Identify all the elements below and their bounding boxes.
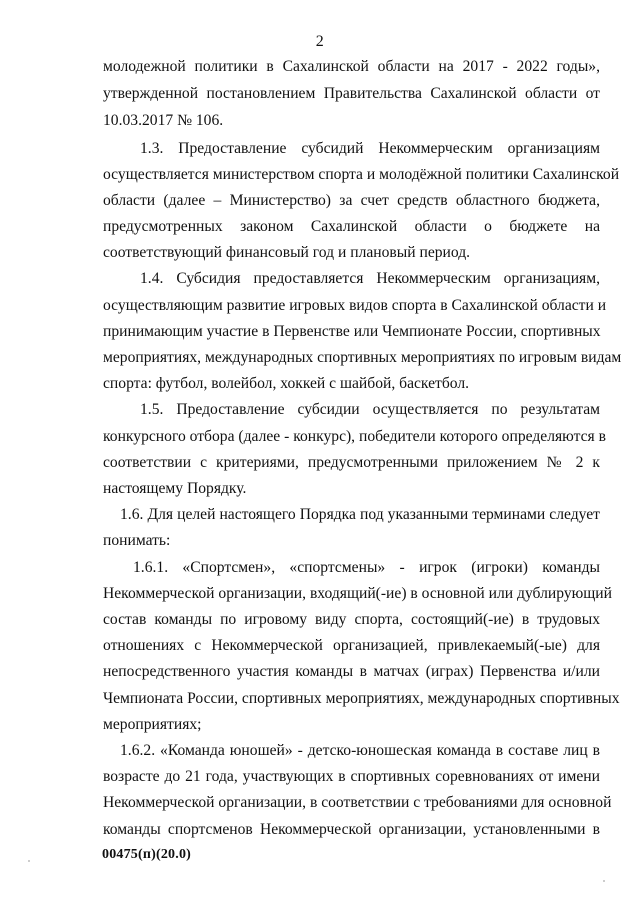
text-line: осуществляющим развитие игровых видов спорта в Сахалинской области и (103, 297, 607, 314)
text-line: команды спортсменов Некоммерческой организации, установленными в (103, 821, 600, 838)
text-line: Некоммерческой организации, входящий(-ие) в основной или дублирующий (103, 585, 612, 602)
text-line: Некоммерческой организации, в соответствии с требованиями для основной (103, 794, 612, 811)
text-line: 10.03.2017 № 106. (103, 112, 224, 129)
text-line: принимающим участие в Первенстве или Чемпионате России, спортивных (103, 323, 601, 340)
text-line: осуществляется министерством спорта и молодёжной политики Сахалинской (103, 166, 620, 183)
text-line: 1.5. Предоставление субсидии осуществляется по результатам (140, 401, 600, 418)
text-line: 1.6.2. «Команда юношей» - детско-юношеская команда в составе лиц в (120, 742, 600, 759)
text-line: конкурсного отбора (далее - конкурс), победители которого определяются в (103, 428, 606, 445)
document-code: 00475(п)(20.0) (102, 847, 192, 862)
text-line: соответствующий финансовый год и плановый период. (103, 244, 471, 261)
text-line: 1.3. Предоставление субсидий Некоммерческим организациям (140, 140, 600, 157)
text-line: 1.6.1. «Спортсмен», «спортсмены» - игрок (игроки) команды (133, 559, 600, 576)
text-line: спорта: футбол, волейбол, хоккей с шайбой, баскетбол. (103, 375, 470, 392)
text-line: состав команды по игровому виду спорта, состоящий(-ие) в трудовых (103, 611, 600, 628)
text-line: молодежной политики в Сахалинской области на 2017 - 2022 годы», (103, 58, 600, 75)
text-line: возрасте до 21 года, участвующих в спортивных соревнованиях от имени (103, 768, 600, 785)
text-line: Чемпионата России, спортивных мероприятиях, международных спортивных (103, 690, 620, 707)
scan-artifact (28, 860, 30, 862)
text-line: мероприятиях, международных спортивных мероприятиях по игровым видам (103, 349, 622, 366)
text-line: соответствии с критериями, предусмотренными приложением № 2 к (103, 454, 600, 471)
text-line: настоящему Порядку. (103, 480, 247, 497)
text-line: отношениях с Некоммерческой организацией, привлекаемый(-ые) для (103, 637, 600, 654)
text-line: непосредственного участия команды в матчах (играх) Первенства и/или (103, 663, 600, 680)
page-number: 2 (315, 33, 325, 50)
text-line: мероприятиях; (103, 716, 202, 733)
text-line: утвержденной постановлением Правительства Сахалинской области от (103, 85, 600, 102)
text-line: 1.4. Субсидия предоставляется Некоммерческим организациям, (140, 270, 600, 287)
text-line: области (далее – Министерство) за счет средств областного бюджета, (103, 192, 600, 209)
text-line: 1.6. Для целей настоящего Порядка под указанными терминами следует (120, 506, 600, 523)
text-line: понимать: (103, 532, 171, 549)
scan-artifact (603, 880, 605, 882)
text-line: предусмотренных законом Сахалинской области о бюджете на (103, 218, 600, 235)
